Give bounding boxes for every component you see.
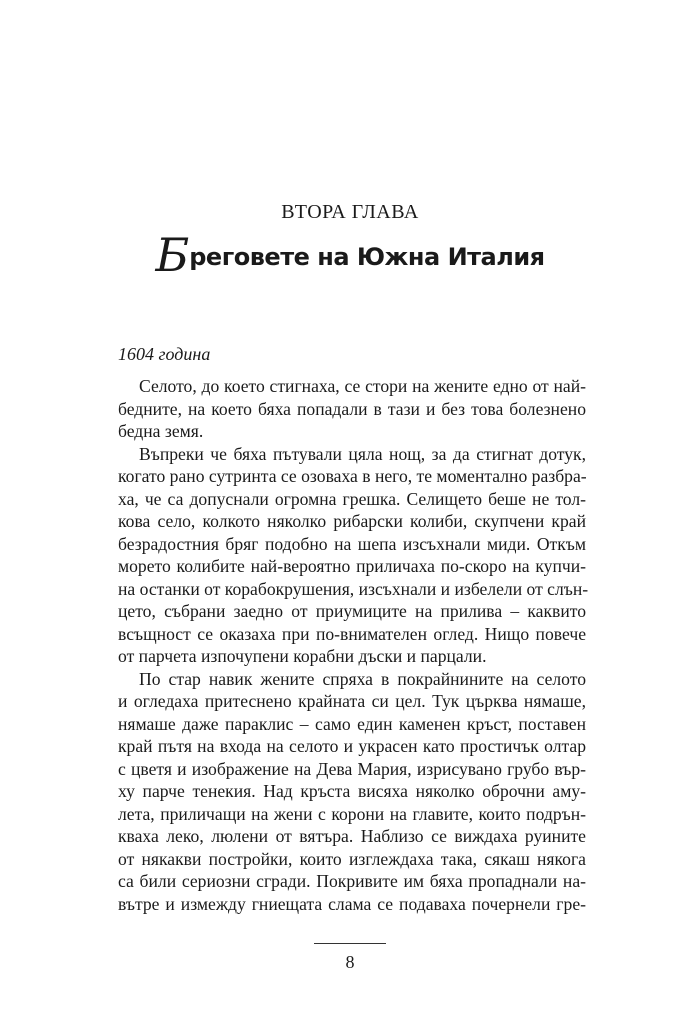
text-line: вътре и измежду гниещата слама се подаваха почернели гре- (118, 893, 586, 914)
text-line: По стар навик жените спряха в покрайнините на селото (139, 668, 586, 689)
text-line: и огледаха притеснено крайната си цел. Тук църква нямаше, (118, 691, 586, 711)
text-line: морето колибите най-вероятно приличаха по-скоро на купчи- (118, 556, 586, 576)
text-line: всъщност се оказаха при по-внимателен оглед. Нищо повече (118, 623, 586, 644)
text-line: Въпреки че бяха пътували цяла нощ, за да стигнат дотук, (139, 443, 586, 464)
text-line: са били сериозни сгради. Покривите им бяха пропаднали на- (118, 871, 586, 891)
footer-divider (314, 943, 386, 944)
chapter-title-initial: Б (155, 228, 190, 282)
chapter-label: ВТОРА ГЛАВА (281, 201, 419, 223)
chapter-title-text: реговете на Южна Италия (189, 243, 545, 271)
year-subheading: 1604 година (118, 344, 211, 364)
text-line: от парчета изпочупени корабни дъски и парцали. (118, 646, 487, 666)
page-number: 8 (345, 952, 355, 972)
body-text (118, 375, 589, 915)
text-line: ха, че са допуснали огромна грешка. Селището беше не тол- (118, 488, 586, 509)
text-line: край пътя на входа на селото и украсен като простичък олтар (118, 736, 586, 756)
text-line: от някакви постройки, които изглеждаха така, сякаш някога (118, 848, 586, 869)
chapter-title (0, 228, 700, 282)
text-line: цето, събрани заедно от приумиците на прилива – каквито (118, 601, 586, 621)
text-line: Селото, до което стигнаха, се стори на жените едно от най- (139, 376, 586, 396)
text-line: кваха леко, люлени от вятъра. Наблизо се виждаха руините (118, 826, 586, 846)
text-line: бедна земя. (118, 421, 204, 441)
text-line: когато рано сутринта се озоваха в него, те моментално разбра- (118, 466, 587, 486)
text-line: кова село, колкото няколко рибарски колиби, скупчени край (118, 511, 586, 531)
text-line: бедните, на което бяха попадали в тази и без това болезнено (118, 398, 586, 419)
text-line: лета, приличащи на жени с корони на главите, които подрън- (118, 803, 586, 824)
text-line: ху парче тенекия. Над кръста висяха няколко оброчни аму- (118, 781, 586, 801)
text-line: безрадостния бряг подобно на шепа изсъхнали миди. Откъм (118, 533, 586, 554)
text-line: на останки от корабокрушения, изсъхнали и избелели от слън- (118, 578, 589, 599)
text-line: с цветя и изображение на Дева Мария, изрисувано грубо вър- (118, 758, 586, 779)
text-line: нямаше даже параклис – само един каменен кръст, поставен (118, 713, 586, 734)
